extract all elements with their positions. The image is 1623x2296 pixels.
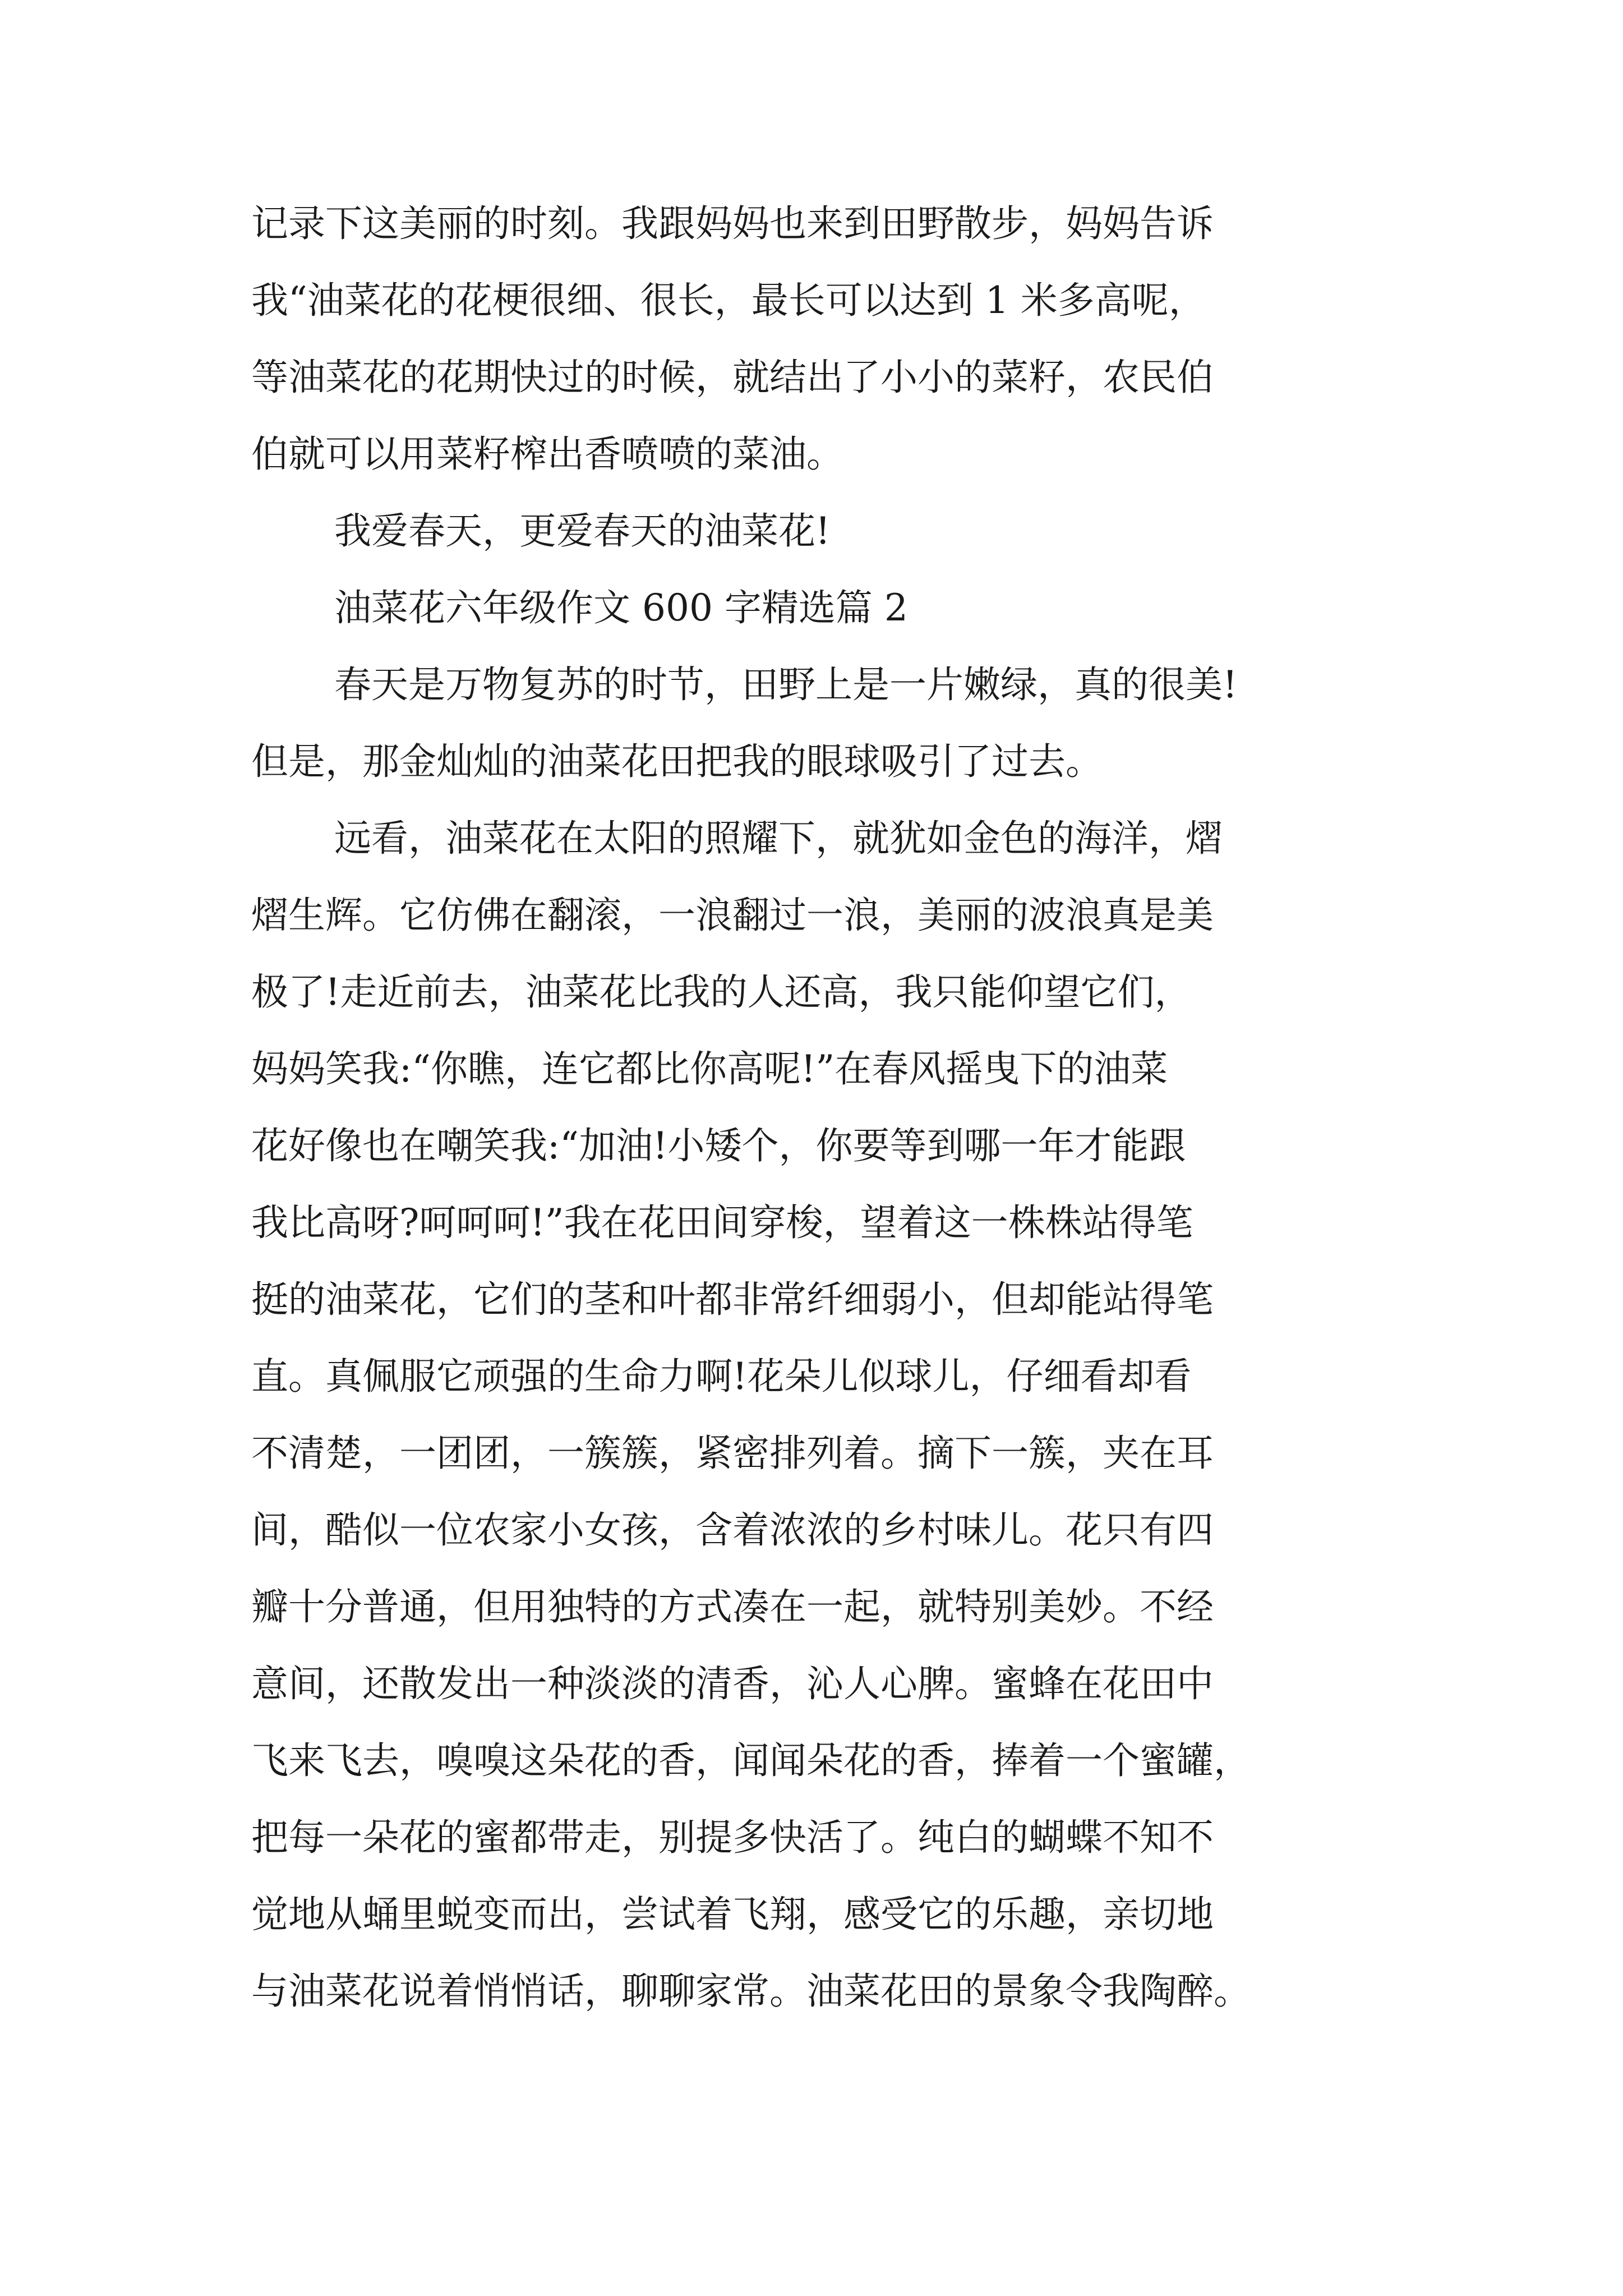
text-line: 我比高呀?呵呵呵!”我在花田间穿梭，望着这一株株站得笔 [251, 1201, 1193, 1244]
text-line: 与油菜花说着悄悄话，聊聊家常。油菜花田的景象令我陶醉。 [251, 1970, 1251, 2013]
text-line: 妈妈笑我:“你瞧，连它都比你高呢!”在春风摇曳下的油菜 [251, 1047, 1168, 1091]
text-line: 瓣十分普通，但用独特的方式凑在一起，就特别美妙。不经 [251, 1585, 1214, 1628]
text-line: 直。真佩服它顽强的生命力啊!花朵儿似球儿，仔细看却看 [251, 1355, 1192, 1398]
text-line: 等油菜花的花期快过的时候，就结出了小小的菜籽，农民伯 [251, 356, 1214, 399]
text-line: 花好像也在嘲笑我:“加油!小矮个，你要等到哪一年才能跟 [251, 1124, 1186, 1167]
section-heading: 油菜花六年级作文 600 字精选篇 2 [334, 586, 908, 629]
text-line: 意间，还散发出一种淡淡的清香，沁人心脾。蜜蜂在花田中 [251, 1662, 1214, 1705]
paragraph-first-line: 春天是万物复苏的时节，田野上是一片嫩绿，真的很美! [334, 663, 1238, 706]
text-line: 熠生辉。它仿佛在翻滚，一浪翻过一浪，美丽的波浪真是美 [251, 894, 1214, 937]
text-line: 间，酷似一位农家小女孩，含着浓浓的乡村味儿。花只有四 [251, 1508, 1214, 1552]
text-line: 挺的油菜花，它们的茎和叶都非常纤细弱小，但却能站得笔 [251, 1278, 1214, 1321]
text-line: 我“油菜花的花梗很细、很长，最长可以达到 1 米多高呢， [251, 279, 1206, 322]
text-line: 把每一朵花的蜜都带走，别提多快活了。纯白的蝴蝶不知不 [251, 1816, 1214, 1859]
text-line: 但是，那金灿灿的油菜花田把我的眼球吸引了过去。 [251, 740, 1103, 783]
text-line: 飞来飞去，嗅嗅这朵花的香，闻闻朵花的香，捧着一个蜜罐， [251, 1739, 1251, 1782]
essay-body [251, 185, 1395, 2030]
text-line: 记录下这美丽的时刻。我跟妈妈也来到田野散步，妈妈告诉 [251, 202, 1214, 245]
text-line: 极了!走近前去，油菜花比我的人还高，我只能仰望它们， [251, 970, 1192, 1014]
text-line: 觉地从蛹里蜕变而出，尝试着飞翔，感受它的乐趣，亲切地 [251, 1893, 1214, 1936]
paragraph-first-line: 我爱春天，更爱春天的油菜花! [334, 509, 831, 553]
paragraph-first-line: 远看，油菜花在太阳的照耀下，就犹如金色的海洋，熠 [334, 817, 1223, 860]
text-line: 伯就可以用菜籽榨出香喷喷的菜油。 [251, 432, 843, 476]
text-line: 不清楚，一团团，一簇簇，紧密排列着。摘下一簇，夹在耳 [251, 1432, 1214, 1475]
